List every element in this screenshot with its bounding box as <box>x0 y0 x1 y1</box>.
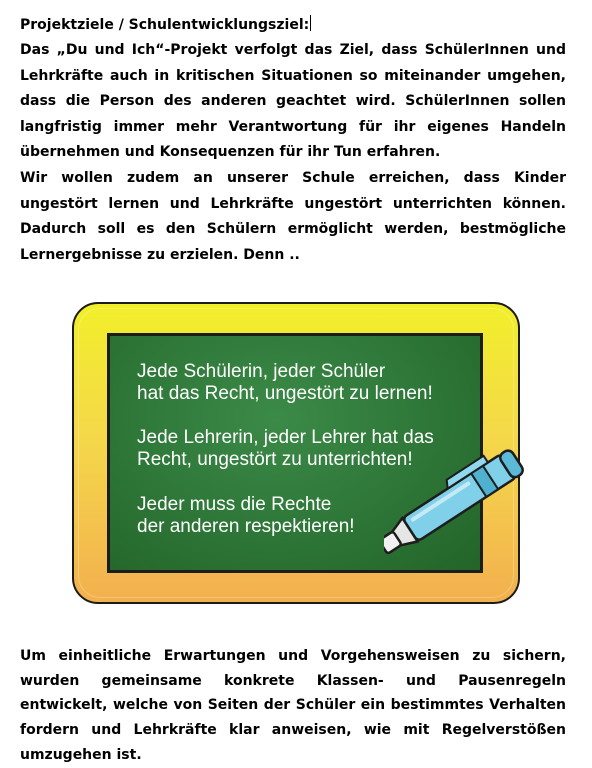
chalk-pen-icon <box>384 444 534 554</box>
rule-2-line-1: Jede Lehrerin, jeder Lehrer hat das <box>137 427 434 448</box>
paragraph-rules: Um einheitliche Erwartungen und Vorgehensweisen zu sichern, wurden gemeinsame konkrete Klassen- und Pausenregeln entwickelt, welche von Seiten der Schüler ein bestimmtes Verhalten fordern und Lehrkräfte klar anweisen, wie mit Regelverstößen umzugehen ist. <box>20 648 566 763</box>
chalkboard-rule-1 <box>137 361 433 405</box>
rule-2-line-2: Recht, ungestört zu unterrichten! <box>137 449 413 470</box>
paragraph-project-goal: Das „Du und Ich“-Projekt verfolgt das Ziel, dass SchülerInnen und Lehrkräfte auch in kritischen Situationen so miteinander umgehen, dass die Person des anderen geachtet wird. SchülerInnen sollen langfristig immer mehr Verantwortung für ihr eigenes Handeln übernehmen und Konsequenzen für ihr Tun erfahren. <box>20 42 566 161</box>
chalkboard-rule-3 <box>137 494 355 538</box>
rule-1-line-1: Jede Schülerin, jeder Schüler <box>137 361 386 382</box>
rule-3-line-1: Jeder muss die Rechte <box>137 494 332 515</box>
rule-3-line-2: der anderen respektieren! <box>137 516 355 537</box>
text-cursor <box>310 15 311 31</box>
chalkboard-illustration <box>72 302 524 608</box>
document-heading <box>20 14 311 36</box>
paragraph-school-goal: Wir wollen zudem an unserer Schule erreichen, dass Kinder ungestört lernen und Lehrkräfte ungestört unterrichten können. Dadurch soll es den Schülern ermöglicht werden, bestmögliche Lernergebnisse zu erzielen. Denn .. <box>20 170 566 263</box>
heading-text: Projektziele / Schulentwicklungsziel: <box>20 17 310 33</box>
rule-1-line-2: hat das Recht, ungestört zu lernen! <box>137 383 433 404</box>
